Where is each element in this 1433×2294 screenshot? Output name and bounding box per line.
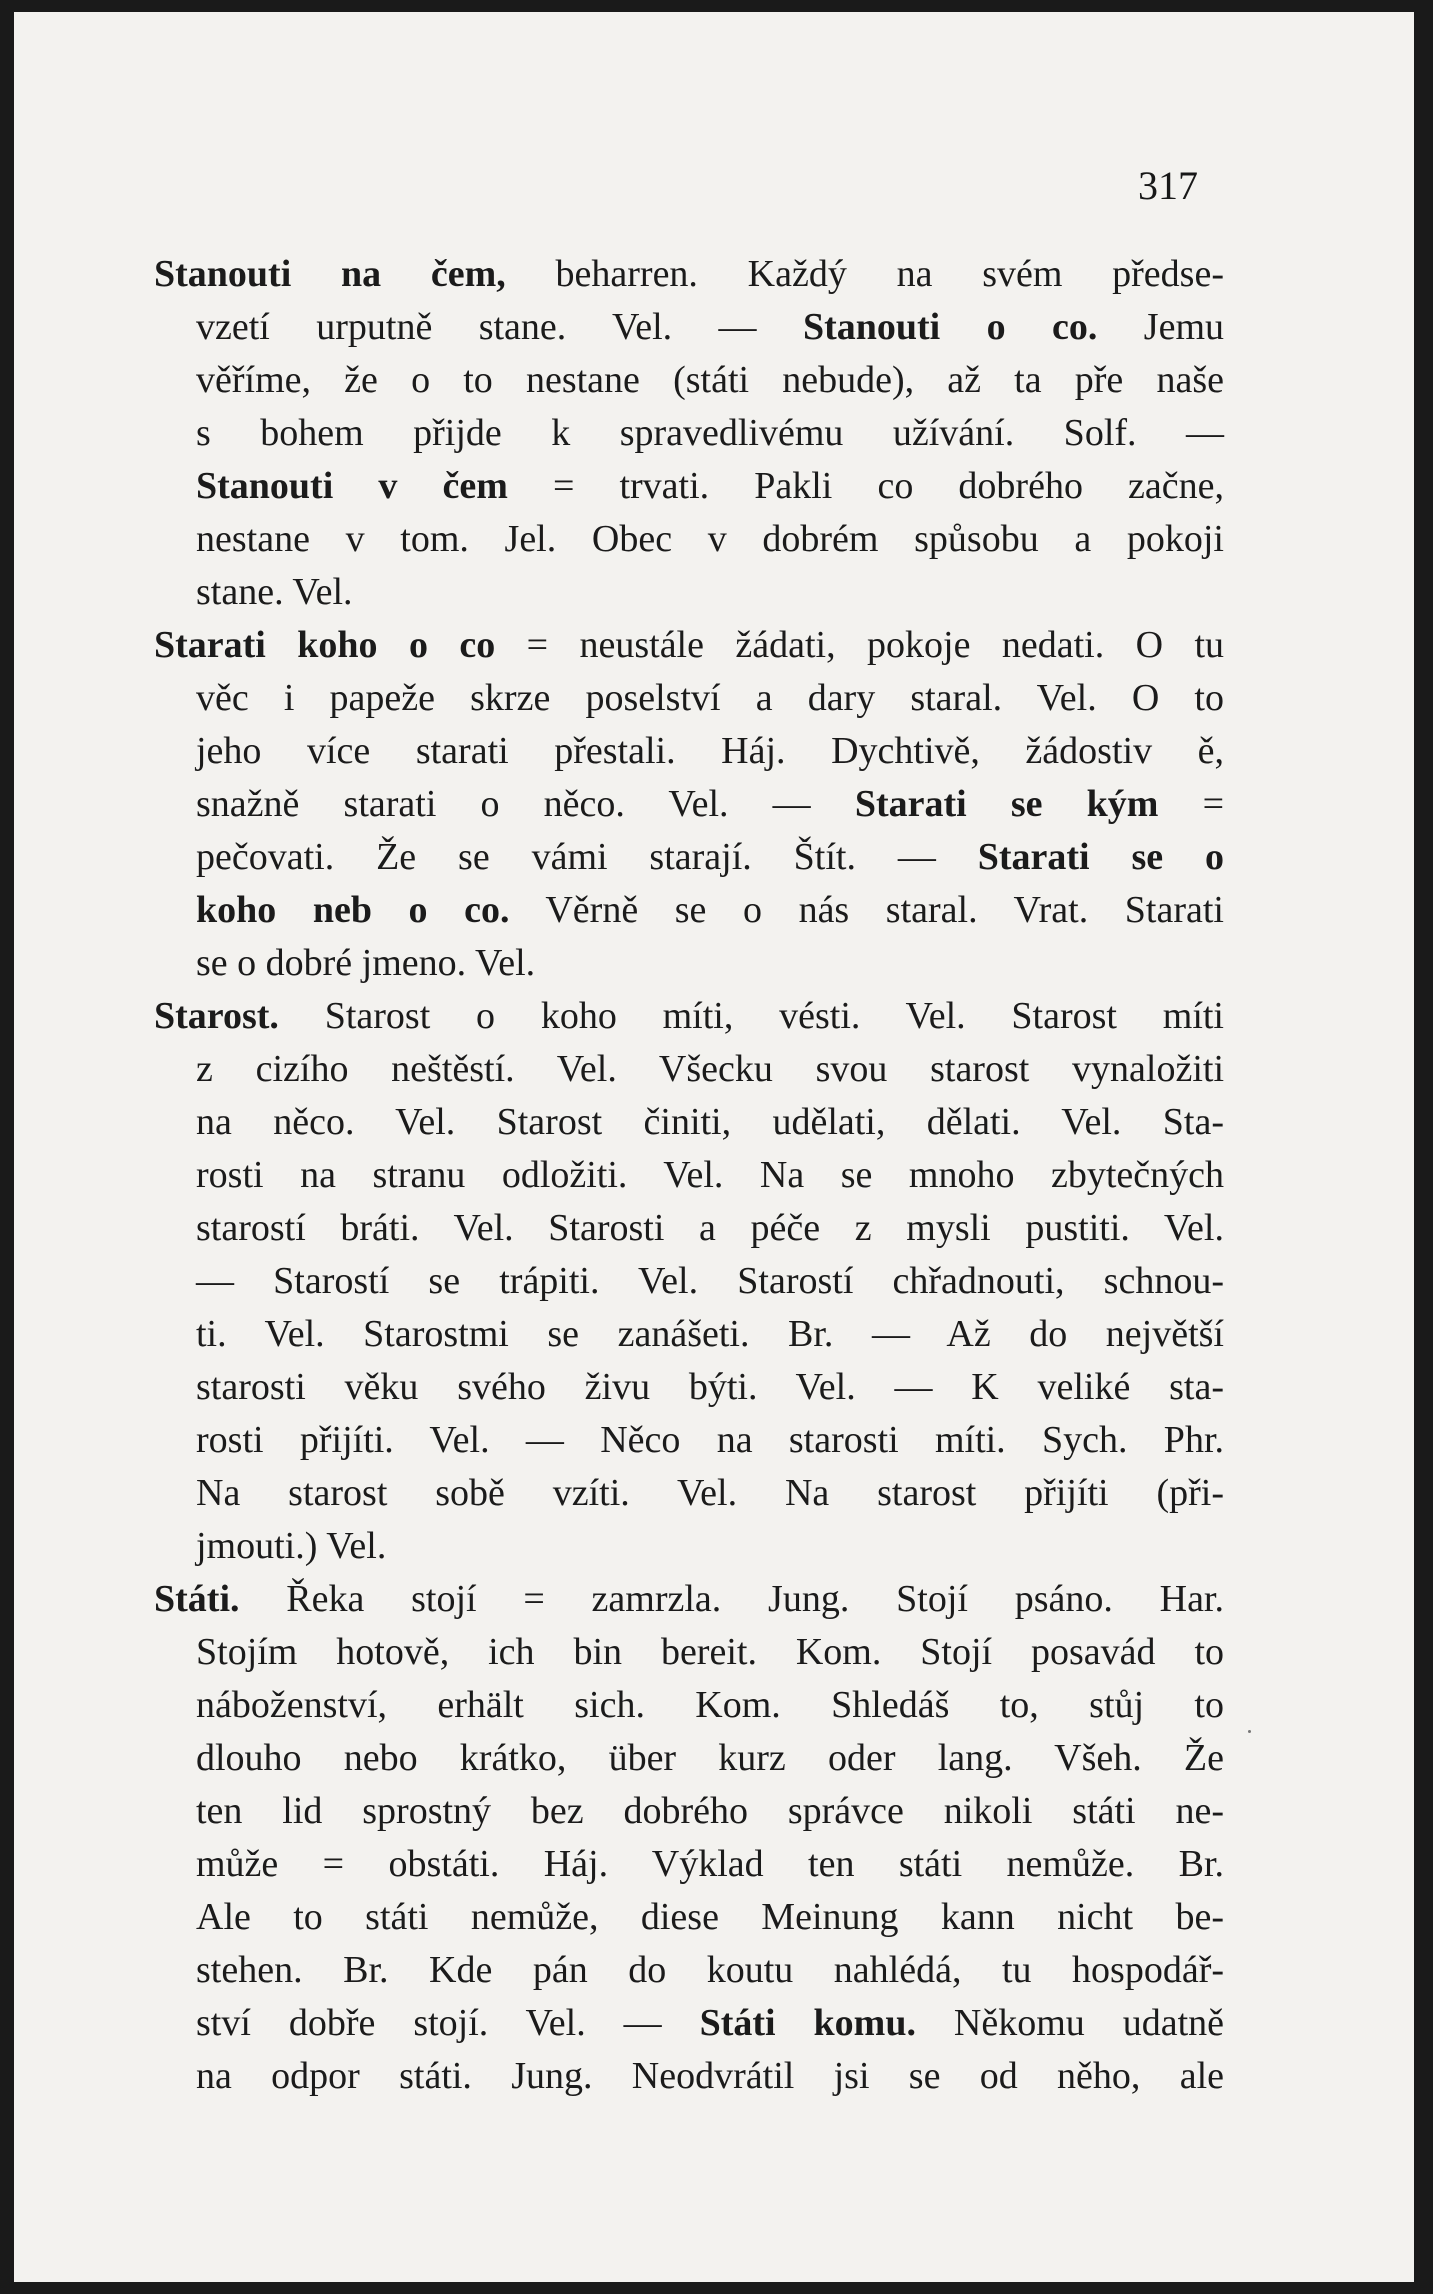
headword: Státi. <box>154 1578 240 1620</box>
text-line <box>154 1732 1224 1785</box>
text-line <box>154 725 1224 778</box>
text-segment: rosti na stranu odložiti. Vel. Na se mnoho zbytečných <box>196 1154 1224 1196</box>
text-line <box>154 566 1224 619</box>
text-segment: jmouti.) Vel. <box>196 1525 387 1567</box>
text-segment: stehen. Br. Kde pán do koutu nahlédá, tu hospodář- <box>196 1949 1224 1991</box>
text-segment: — Starostí se trápiti. Vel. Starostí chřadnouti, schnou- <box>196 1260 1224 1302</box>
headword: Starati se o <box>977 836 1224 878</box>
text-segment: na něco. Vel. Starost činiti, udělati, dělati. Vel. Sta- <box>196 1101 1224 1143</box>
text-segment: Ale to státi nemůže, diese Meinung kann nicht be- <box>196 1896 1224 1938</box>
text-line <box>154 248 1224 301</box>
text-line <box>154 1520 1224 1573</box>
text-segment: věříme, že o to nestane (státi nebude), až ta pře naše <box>196 359 1224 401</box>
speck <box>1248 1730 1251 1733</box>
text-segment: Řeka stojí = zamrzla. Jung. Stojí psáno. Har. <box>239 1578 1224 1620</box>
text-line <box>154 778 1224 831</box>
headword: Stanouti o co. <box>802 306 1098 348</box>
text-line <box>154 1096 1224 1149</box>
text-line <box>154 301 1224 354</box>
text-segment: věc i papeže skrze poselství a dary staral. Vel. O to <box>196 677 1224 719</box>
text-line <box>154 1626 1224 1679</box>
headword: Stanouti na čem, <box>154 253 506 295</box>
text-line <box>154 1891 1224 1944</box>
text-line <box>154 1838 1224 1891</box>
text-line <box>154 407 1224 460</box>
text-segment: náboženství, erhält sich. Kom. Shledáš to, stůj to <box>196 1684 1224 1726</box>
text-segment: se o dobré jmeno. Vel. <box>196 942 536 984</box>
dictionary-text <box>154 248 1224 2103</box>
text-segment: stane. Vel. <box>196 571 353 613</box>
page-number: 317 <box>1138 163 1198 208</box>
text-line <box>154 884 1224 937</box>
text-segment: s bohem přijde k spravedlivému užívání. Solf. — <box>196 412 1224 454</box>
text-line <box>154 990 1224 1043</box>
text-segment: snažně starati o něco. Vel. — <box>196 783 855 825</box>
headword: Stanouti v čem <box>196 465 508 507</box>
text-segment: Věrně se o nás staral. Vrat. Starati <box>509 889 1224 931</box>
text-line <box>154 831 1224 884</box>
text-line <box>154 1573 1224 1626</box>
text-segment: Někomu udatně <box>915 2002 1225 2044</box>
headword: Starati koho o co <box>154 624 496 666</box>
text-segment: = <box>1158 783 1224 825</box>
text-segment: z cizího neštěstí. Vel. Všecku svou starost vynaložiti <box>196 1048 1224 1090</box>
text-line <box>154 1785 1224 1838</box>
text-line <box>154 1679 1224 1732</box>
headword: koho neb o co. <box>196 889 510 931</box>
text-segment: dlouho nebo krátko, über kurz oder lang. Všeh. Že <box>196 1737 1224 1779</box>
text-line <box>154 1202 1224 1255</box>
text-segment: může = obstáti. Háj. Výklad ten státi nemůže. Br. <box>196 1843 1224 1885</box>
text-line <box>154 2050 1224 2103</box>
text-line <box>154 937 1224 990</box>
text-segment: na odpor státi. Jung. Neodvrátil jsi se od něho, ale <box>196 2055 1224 2097</box>
text-segment: Starost o koho míti, vésti. Vel. Starost míti <box>278 995 1224 1037</box>
text-segment: jeho více starati přestali. Háj. Dychtivě, žádostiv ě, <box>196 730 1224 772</box>
text-segment: Jemu <box>1097 306 1224 348</box>
page <box>14 12 1414 2282</box>
text-line <box>154 1944 1224 1997</box>
text-segment: starostí bráti. Vel. Starosti a péče z mysli pustiti. Vel. <box>196 1207 1224 1249</box>
text-line <box>154 619 1224 672</box>
text-segment: beharren. Každý na svém předse- <box>505 253 1224 295</box>
text-line <box>154 1414 1224 1467</box>
text-segment: vzetí urputně stane. Vel. — <box>196 306 803 348</box>
text-line <box>154 513 1224 566</box>
text-line <box>154 1255 1224 1308</box>
text-segment: ti. Vel. Starostmi se zanášeti. Br. — Až do největší <box>196 1313 1224 1355</box>
text-segment: starosti věku svého živu býti. Vel. — K veliké sta- <box>196 1366 1224 1408</box>
text-line <box>154 1361 1224 1414</box>
text-line <box>154 354 1224 407</box>
text-line <box>154 1467 1224 1520</box>
text-segment: rosti přijíti. Vel. — Něco na starosti míti. Sych. Phr. <box>196 1419 1224 1461</box>
text-segment: ství dobře stojí. Vel. — <box>196 2002 700 2044</box>
text-line <box>154 1997 1224 2050</box>
headword: Státi komu. <box>699 2002 916 2044</box>
text-segment: pečovati. Že se vámi starají. Štít. — <box>196 836 978 878</box>
text-segment: Stojím hotově, ich bin bereit. Kom. Stojí posavád to <box>196 1631 1224 1673</box>
text-line <box>154 460 1224 513</box>
headword: Starati se kým <box>854 783 1159 825</box>
text-segment: ten lid sprostný bez dobrého správce nikoli státi ne- <box>196 1790 1224 1832</box>
text-segment: nestane v tom. Jel. Obec v dobrém spůsobu a pokoji <box>196 518 1224 560</box>
text-line <box>154 672 1224 725</box>
text-line <box>154 1308 1224 1361</box>
text-segment: = neustále žádati, pokoje nedati. O tu <box>495 624 1225 666</box>
text-line <box>154 1043 1224 1096</box>
text-segment: = trvati. Pakli co dobrého začne, <box>507 465 1224 507</box>
text-segment: Na starost sobě vzíti. Vel. Na starost přijíti (při- <box>196 1472 1224 1514</box>
text-line <box>154 1149 1224 1202</box>
headword: Starost. <box>154 995 279 1037</box>
